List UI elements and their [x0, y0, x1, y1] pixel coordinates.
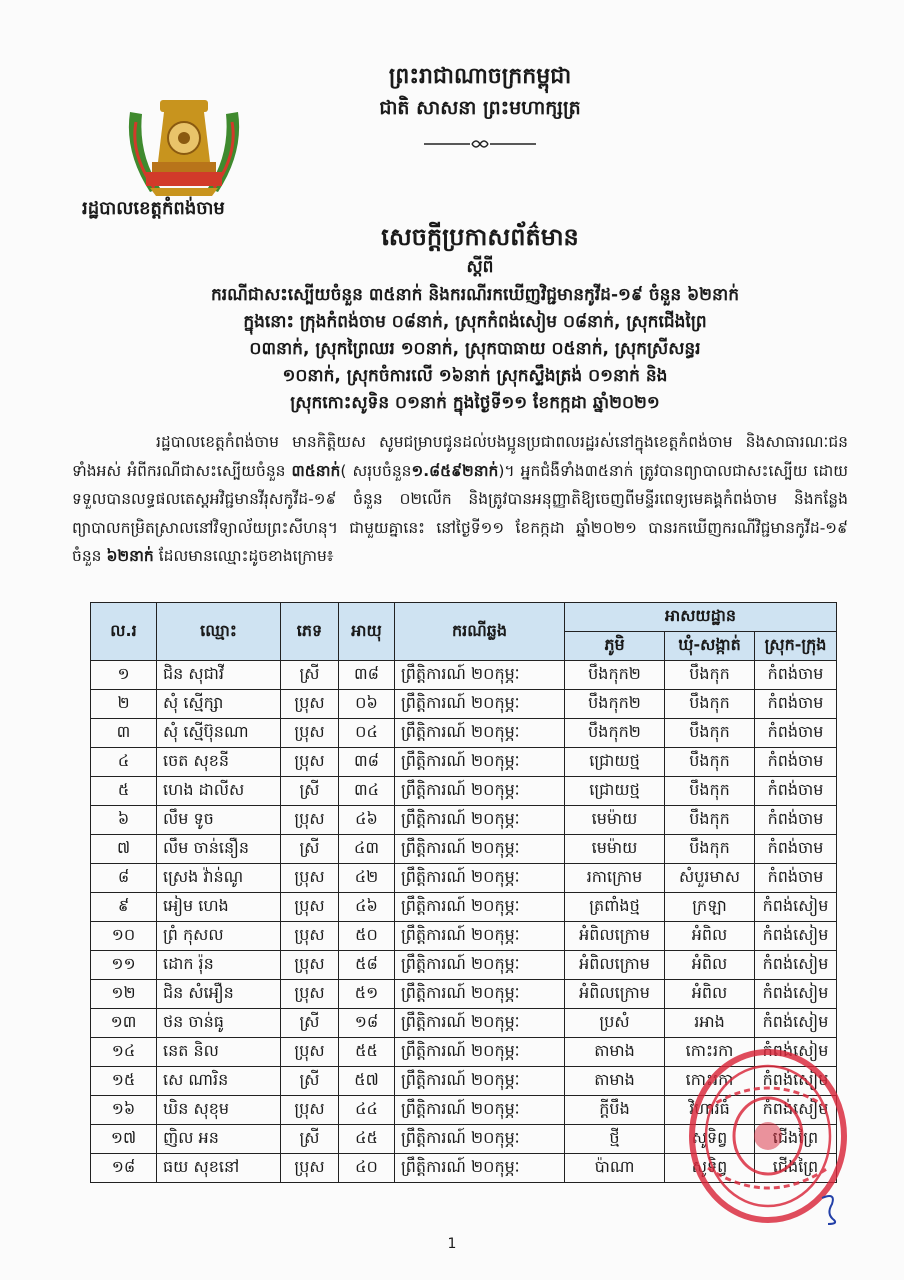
address-village: បឹងកុក២ [565, 719, 665, 748]
subject-line: ០៣នាក់, ស្រុកព្រៃឈរ ១០នាក់, ស្រុកបាធាយ ០៥នាក់, ស្រុកស្រីសន្ធរ [249, 339, 701, 359]
address-commune: ក្រឡា [665, 893, 755, 922]
address-village: បឹងកុក២ [565, 661, 665, 690]
total-recovered-count: ១.៨៥៩២នាក់ [411, 461, 499, 480]
patient-sex: ស្រី [281, 661, 339, 690]
patient-name: ហេង ដាលីស [157, 777, 281, 806]
patient-sex: ស្រី [281, 777, 339, 806]
address-district: កំពង់ចាម [755, 806, 837, 835]
address-commune: បឹងកុក [665, 719, 755, 748]
address-commune: រអាង [665, 1009, 755, 1038]
patient-name: ដោក រ៉ុន [157, 951, 281, 980]
header-no: ល.រ [91, 603, 157, 661]
address-village: ត្រពាំងថ្ម [565, 893, 665, 922]
patient-name: ជិន សុជាវី [157, 661, 281, 690]
address-district: កំពង់ចាម [755, 719, 837, 748]
patient-age: ៣៤ [339, 777, 395, 806]
address-village: រកាក្រោម [565, 864, 665, 893]
address-district: កំពង់សៀម [755, 951, 837, 980]
body-text-a: រដ្ឋបាលខេត្តកំពង់ចាម មានកិត្តិយស សូមជម្រាបជូនដល់បងប្អូនប្រជាពលរដ្ឋរស់នៅក្នុងខេត្តកំពង់ចាម និងសាធារណៈជនទាំងអស់ អំពីករណីជាសះស្បើយចំនួន [72, 433, 848, 480]
patient-sex: ស្រី [281, 1067, 339, 1096]
header-age: អាយុ [339, 603, 395, 661]
row-number: ៦ [91, 806, 157, 835]
patient-sex: ប្រុស [281, 748, 339, 777]
recovered-count: ៣៥នាក់ [291, 461, 341, 480]
provincial-emblem-icon [120, 92, 248, 200]
patient-age: ០៦ [339, 690, 395, 719]
address-commune: អំពិល [665, 980, 755, 1009]
address-district: ជើងព្រៃ [755, 1154, 837, 1183]
patient-sex: ប្រុស [281, 1038, 339, 1067]
body-text-c: )។ អ្នកជំងឺទាំង៣៥នាក់ ត្រូវបានព្យាបាលជាសះស្បើយ ដោយទទួលបានលទ្ធផលតេស្តអវិជ្ជមានវីរុសកូវីដ-១៩ ចំនួន ០២លើក និងត្រូវបានអនុញ្ញាតិឱ្យចេញពីមន្ទីរពេទ្យមេគង្គកំពង់ចាម និងកន្លែងព្យាបាលកម្រិតស្រាលនៅវិទ្យាល័យព្រះសីហនុ។ ជាមួយគ្នានេះ នៅថ្ងៃទី១១ ខែកក្កដា ឆ្នាំ២០២១ បានរកឃើញករណីវិជ្ជមានកូវីដ-១៩ ចំនួន [72, 461, 848, 565]
address-district: កំពង់ចាម [755, 835, 837, 864]
patient-sex: ប្រុស [281, 951, 339, 980]
patient-sex: ប្រុស [281, 893, 339, 922]
address-village: ជ្រោយថ្ម [565, 748, 665, 777]
row-number: ៤ [91, 748, 157, 777]
table-row [91, 835, 837, 864]
patient-name: ធយ សុខនៅ [157, 1154, 281, 1183]
address-village: មេម៉ាយ [565, 835, 665, 864]
body-text-b: ( សរុបចំនួន [340, 461, 412, 480]
infection-cluster: ព្រឹត្តិការណ៍ ២០កុម្ភៈ [395, 1038, 565, 1067]
header-name: ឈ្មោះ [157, 603, 281, 661]
patient-age: ៥១ [339, 980, 395, 1009]
address-commune: បឹងកុក [665, 806, 755, 835]
header-address: អាសយដ្ឋាន [565, 603, 837, 632]
address-commune: សំបួរមាស [665, 864, 755, 893]
infection-cluster: ព្រឹត្តិការណ៍ ២០កុម្ភៈ [395, 922, 565, 951]
infection-cluster: ព្រឹត្តិការណ៍ ២០កុម្ភៈ [395, 1067, 565, 1096]
table-row [91, 893, 837, 922]
row-number: ២ [91, 690, 157, 719]
infection-cluster: ព្រឹត្តិការណ៍ ២០កុម្ភៈ [395, 777, 565, 806]
patient-name: ស្រេង វ៉ាន់ណូ [157, 864, 281, 893]
address-district: កំពង់សៀម [755, 1009, 837, 1038]
patient-name: នេត និល [157, 1038, 281, 1067]
address-commune: បឹងកុក [665, 661, 755, 690]
table-row [91, 719, 837, 748]
document-about: ស្តីពី [466, 257, 494, 277]
title-divider-ornament-icon [420, 136, 540, 152]
row-number: ១៦ [91, 1096, 157, 1125]
patient-age: ៥៥ [339, 1038, 395, 1067]
row-number: ១០ [91, 922, 157, 951]
row-number: ១២ [91, 980, 157, 1009]
body-paragraph [72, 428, 848, 571]
address-commune: សូទិព្វ [665, 1125, 755, 1154]
kingdom-heading: ព្រះរាជាណាចក្រកម្ពុជា [388, 64, 572, 89]
address-commune: កោះរកា [665, 1038, 755, 1067]
header-village: ភូមិ [565, 632, 665, 661]
patient-name: ញិល អន [157, 1125, 281, 1154]
patient-age: ៣៨ [339, 748, 395, 777]
address-commune: បឹងកុក [665, 835, 755, 864]
infection-cluster: ព្រឹត្តិការណ៍ ២០កុម្ភៈ [395, 661, 565, 690]
address-district: កំពង់ចាម [755, 748, 837, 777]
infection-cluster: ព្រឹត្តិការណ៍ ២០កុម្ភៈ [395, 980, 565, 1009]
address-village: ក្ដីបឹង [565, 1096, 665, 1125]
patient-age: ០៤ [339, 719, 395, 748]
patient-age: ៤០ [339, 1154, 395, 1183]
address-district: កំពង់សៀម [755, 1038, 837, 1067]
table-row [91, 690, 837, 719]
address-commune: អំពិល [665, 922, 755, 951]
row-number: ៥ [91, 777, 157, 806]
address-village: មេម៉ាយ [565, 806, 665, 835]
national-motto: ជាតិ សាសនា ព្រះមហាក្សត្រ [379, 97, 581, 119]
subject-line: ករណីជាសះស្បើយចំនួន ៣៥នាក់ និងករណីរកឃើញវិជ្ជមានកូវីដ-១៩ ចំនួន ៦២នាក់ [210, 285, 740, 305]
infection-cluster: ព្រឹត្តិការណ៍ ២០កុម្ភៈ [395, 1096, 565, 1125]
patient-sex: ប្រុស [281, 922, 339, 951]
subject-line: ១០នាក់, ស្រុកចំការលើ ១៦នាក់ ស្រុកស្ទឹងត្រង់ ០១នាក់ និង [282, 366, 668, 386]
agency-name: រដ្ឋបាលខេត្តកំពង់ចាម [82, 198, 225, 219]
header-district: ស្រុក-ក្រុង [755, 632, 837, 661]
address-district: កំពង់សៀម [755, 922, 837, 951]
header-sex: ភេទ [281, 603, 339, 661]
table-row [91, 951, 837, 980]
patient-name: ជិន សំអឿន [157, 980, 281, 1009]
address-commune: កោះរកា [665, 1067, 755, 1096]
row-number: ១៥ [91, 1067, 157, 1096]
infection-cluster: ព្រឹត្តិការណ៍ ២០កុម្ភៈ [395, 1154, 565, 1183]
patient-name: ព្រំ កុសល [157, 922, 281, 951]
table-row [91, 777, 837, 806]
address-commune: វិហារធំ [665, 1096, 755, 1125]
address-village: ថ្មី [565, 1125, 665, 1154]
table-row [91, 980, 837, 1009]
patient-sex: ប្រុស [281, 806, 339, 835]
patient-name: សុំ ស្មើក្សា [157, 690, 281, 719]
page-number: 1 [447, 1236, 457, 1252]
address-district: កំពង់សៀម [755, 1067, 837, 1096]
address-district: ជើងព្រៃ [755, 1125, 837, 1154]
patient-age: ៤៤ [339, 1096, 395, 1125]
table-row [91, 922, 837, 951]
patient-sex: ស្រី [281, 1125, 339, 1154]
address-village: បឹងកុក២ [565, 690, 665, 719]
table-row [91, 1009, 837, 1038]
row-number: ៨ [91, 864, 157, 893]
patient-age: ៤២ [339, 864, 395, 893]
table-row [91, 661, 837, 690]
address-district: កំពង់សៀម [755, 893, 837, 922]
row-number: ១៤ [91, 1038, 157, 1067]
address-village: អំពិលក្រោម [565, 951, 665, 980]
table-row [91, 864, 837, 893]
patient-name: លឹម ទូច [157, 806, 281, 835]
row-number: ១១ [91, 951, 157, 980]
infection-cluster: ព្រឹត្តិការណ៍ ២០កុម្ភៈ [395, 806, 565, 835]
patient-sex: ស្រី [281, 835, 339, 864]
table-row [91, 806, 837, 835]
address-village: អំពិលក្រោម [565, 980, 665, 1009]
address-district: កំពង់សៀម [755, 1096, 837, 1125]
table-row [91, 748, 837, 777]
patient-sex: ប្រុស [281, 719, 339, 748]
patient-age: ៥០ [339, 922, 395, 951]
address-district: កំពង់ចាម [755, 690, 837, 719]
address-district: កំពង់សៀម [755, 980, 837, 1009]
patient-age: ១៨ [339, 1009, 395, 1038]
document-subject [80, 282, 870, 417]
row-number: ៧ [91, 835, 157, 864]
header-commune: ឃុំ-សង្កាត់ [665, 632, 755, 661]
table-header-row [91, 603, 837, 632]
patient-age: ៥៧ [339, 1067, 395, 1096]
infection-cluster: ព្រឹត្តិការណ៍ ២០កុម្ភៈ [395, 1009, 565, 1038]
row-number: ១៨ [91, 1154, 157, 1183]
patient-age: ៣៨ [339, 661, 395, 690]
address-village: ប៉ាណា [565, 1154, 665, 1183]
infection-cluster: ព្រឹត្តិការណ៍ ២០កុម្ភៈ [395, 748, 565, 777]
address-district: កំពង់ចាម [755, 777, 837, 806]
patient-sex: ប្រុស [281, 1096, 339, 1125]
body-text-d: ដែលមានឈ្មោះដូចខាងក្រោម៖ [153, 547, 334, 565]
patient-name: សុំ ស្មើប៊ុនណា [157, 719, 281, 748]
address-commune: បឹងកុក [665, 690, 755, 719]
patient-name: ឃិន សុខុម [157, 1096, 281, 1125]
positive-count: ៦២នាក់ [106, 547, 154, 565]
patient-sex: ប្រុស [281, 1154, 339, 1183]
infection-cluster: ព្រឹត្តិការណ៍ ២០កុម្ភៈ [395, 893, 565, 922]
address-commune: បឹងកុក [665, 777, 755, 806]
patient-sex: ប្រុស [281, 980, 339, 1009]
infection-cluster: ព្រឹត្តិការណ៍ ២០កុម្ភៈ [395, 951, 565, 980]
address-village: ប្រសំ [565, 1009, 665, 1038]
row-number: ១៧ [91, 1125, 157, 1154]
infection-cluster: ព្រឹត្តិការណ៍ ២០កុម្ភៈ [395, 690, 565, 719]
patient-age: ៤៦ [339, 893, 395, 922]
patient-age: ៤៦ [339, 806, 395, 835]
patient-name: លឹម ចាន់នឿន [157, 835, 281, 864]
row-number: ១៣ [91, 1009, 157, 1038]
address-commune: បឹងកុក [665, 748, 755, 777]
patient-name: ថន ចាន់ធូ [157, 1009, 281, 1038]
patient-age: ៤៥ [339, 1125, 395, 1154]
infection-cluster: ព្រឹត្តិការណ៍ ២០កុម្ភៈ [395, 864, 565, 893]
patient-age: ៥៨ [339, 951, 395, 980]
infection-cluster: ព្រឹត្តិការណ៍ ២០កុម្ភៈ [395, 719, 565, 748]
address-commune: សូទិព្វ [665, 1154, 755, 1183]
row-number: ៣ [91, 719, 157, 748]
row-number: ៩ [91, 893, 157, 922]
patient-name: ចេត សុខនី [157, 748, 281, 777]
address-village: អំពិលក្រោម [565, 922, 665, 951]
patient-name: អៀម ហេង [157, 893, 281, 922]
address-village: តាមាង [565, 1038, 665, 1067]
row-number: ១ [91, 661, 157, 690]
document-title: សេចក្តីប្រកាសព័ត៌មាន [381, 223, 579, 251]
subject-line: ស្រុកកោះសូទិន ០១នាក់ ក្នុងថ្ងៃទី១១ ខែកក្កដា ឆ្នាំ២០២១ [290, 393, 660, 413]
patient-age: ៤៣ [339, 835, 395, 864]
address-village: ជ្រោយថ្ម [565, 777, 665, 806]
patient-sex: ប្រុស [281, 864, 339, 893]
address-village: តាមាង [565, 1067, 665, 1096]
patient-name: សេ ណារិន [157, 1067, 281, 1096]
patient-sex: ស្រី [281, 1009, 339, 1038]
address-district: កំពង់ចាម [755, 864, 837, 893]
header-cluster: ករណីឆ្លង [395, 603, 565, 661]
patient-sex: ប្រុស [281, 690, 339, 719]
infection-cluster: ព្រឹត្តិការណ៍ ២០កុម្ភៈ [395, 1125, 565, 1154]
address-district: កំពង់ចាម [755, 661, 837, 690]
infection-cluster: ព្រឹត្តិការណ៍ ២០កុម្ភៈ [395, 835, 565, 864]
address-commune: អំពិល [665, 951, 755, 980]
signature-mark-icon [818, 1190, 842, 1226]
subject-line: ក្នុងនោះ ក្រុងកំពង់ចាម ០៨នាក់, ស្រុកកំពង់សៀម ០៨នាក់, ស្រុកជើងព្រៃ [243, 312, 707, 332]
